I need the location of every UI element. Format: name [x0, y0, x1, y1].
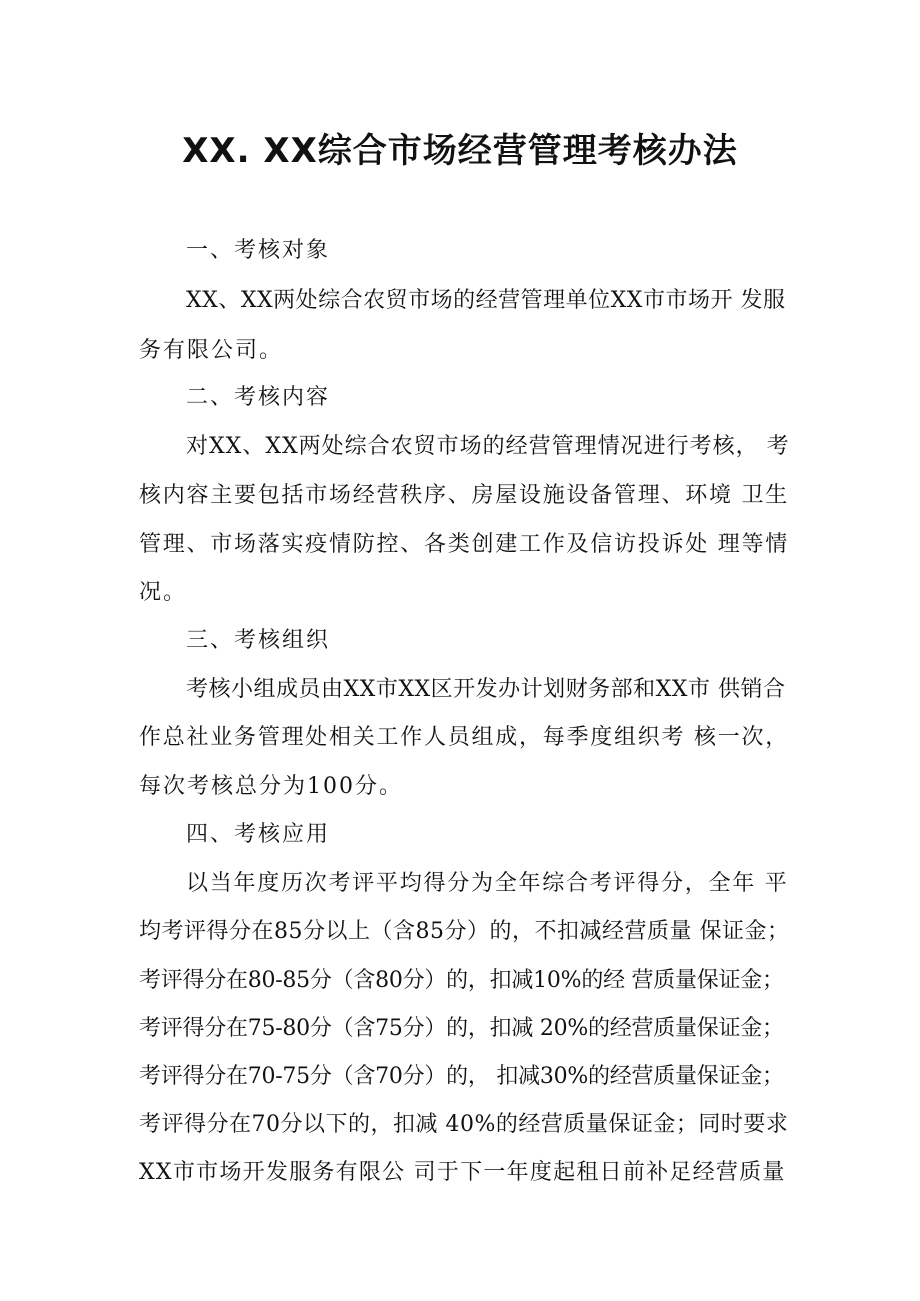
- paragraph-line: 作总社业务管理处相关工作人员组成，每季度组织考 核一次，: [139, 725, 789, 750]
- paragraph-line: XX市市场开发服务有限公 司于下一年度起租日前补足经营质量: [139, 1160, 786, 1185]
- section-heading-1: 一、考核对象: [186, 238, 331, 263]
- paragraph-line: 以当年度历次考评平均得分为全年综合考评得分，全年 平: [186, 871, 789, 896]
- paragraph-line: 对XX、XX两处综合农贸市场的经营管理情况进行考核， 考: [186, 434, 790, 459]
- paragraph-line: 考评得分在80-85分（含80分）的，扣减10%的经 营质量保证金；: [139, 968, 784, 993]
- paragraph-line: 均考评得分在85分以上（含85分）的，不扣减经营质量 保证金；: [139, 919, 790, 944]
- paragraph-line: XX、XX两处综合农贸市场的经营管理单位XX市市场开 发服: [186, 288, 786, 313]
- section-heading-4: 四、考核应用: [186, 822, 331, 847]
- paragraph-line: 核内容主要包括市场经营秩序、房屋设施设备管理、环境 卫生: [139, 483, 789, 508]
- paragraph-line: 考核小组成员由XX市XX区开发办计划财务部和XX市 供销合: [186, 677, 786, 702]
- section-heading-3: 三、考核组织: [186, 628, 331, 653]
- section-heading-2: 二、考核内容: [186, 385, 331, 410]
- paragraph-line: 况。: [139, 580, 188, 605]
- paragraph-line: 每次考核总分为100分。: [139, 774, 403, 799]
- page-title: XX. XX综合市场经营管理考核办法: [182, 131, 738, 171]
- paragraph-line: 考评得分在70-75分（含70分）的， 扣减30%的经营质量保证金；: [139, 1064, 784, 1089]
- paragraph-line: 务有限公司。: [139, 338, 284, 363]
- paragraph-line: 考评得分在75-80分（含75分）的，扣减 20%的经营质量保证金；: [139, 1016, 784, 1041]
- paragraph-line: 考评得分在70分以下的，扣减 40%的经营质量保证金；同时要求: [139, 1112, 789, 1137]
- paragraph-line: 管理、市场落实疫情防控、各类创建工作及信访投诉处 理等情: [139, 532, 789, 557]
